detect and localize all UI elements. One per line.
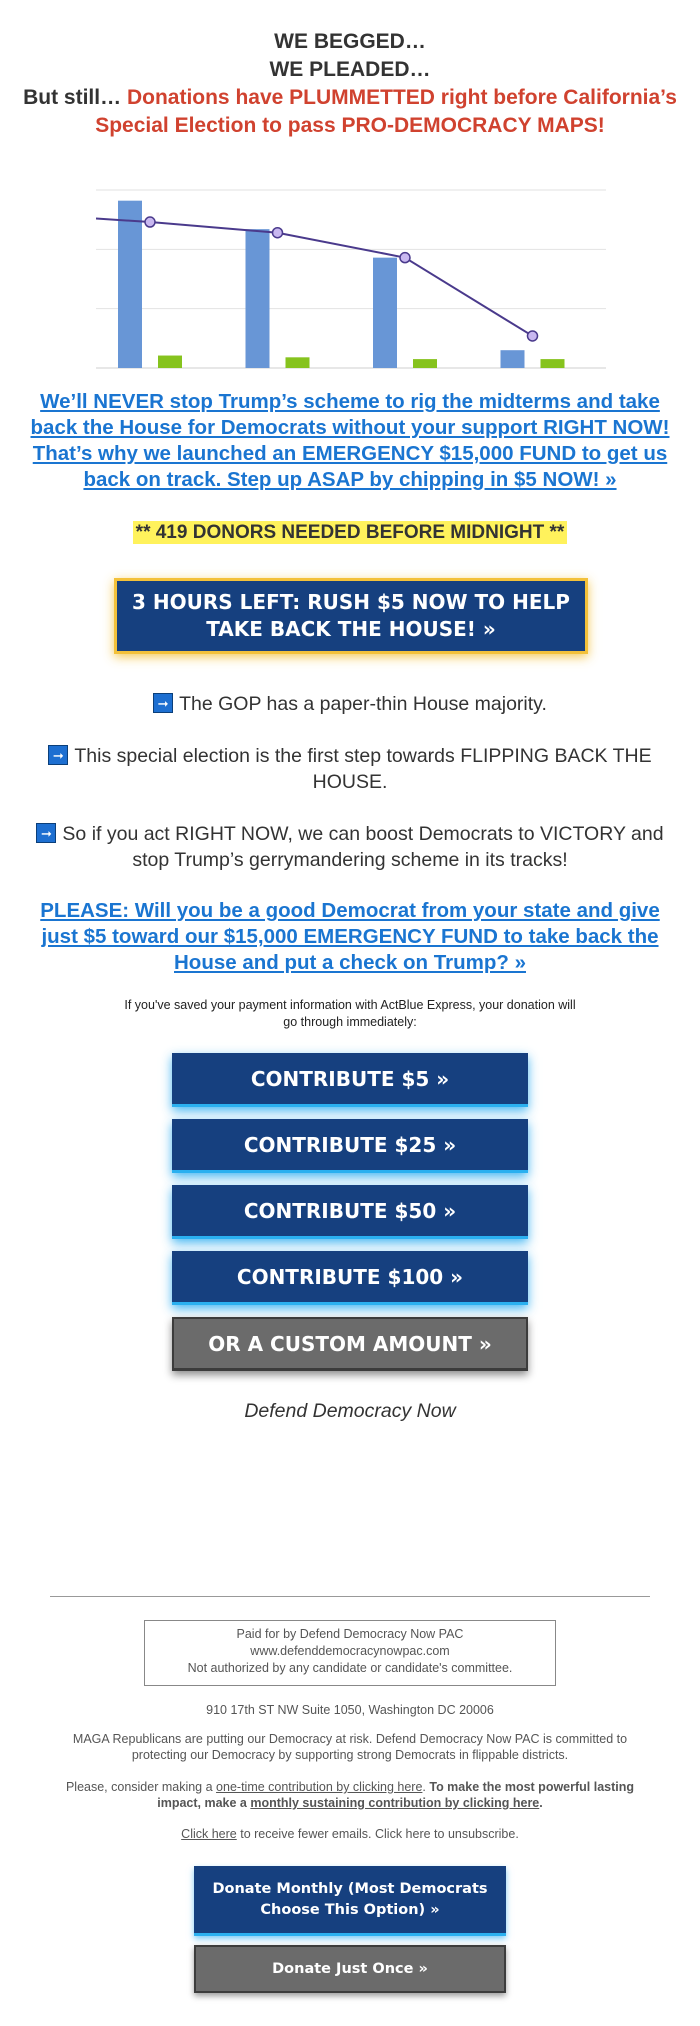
contribution-note-intro: Please, consider making a [65, 1780, 217, 1794]
donors-needed-banner [0, 522, 700, 544]
trend-point [273, 228, 283, 238]
lead-link[interactable]: We’ll NEVER stop Trump’s scheme to rig the midterms and take back the House for Democrats without your support RIGHT NOW! That’s why we launched an EMERGENCY $15,000 FUND to get us back on track. Step up ASAP by chipping in $5 NOW! » [30, 390, 670, 491]
bar-series-1 [118, 201, 142, 368]
donate-monthly-button[interactable]: Donate Monthly (Most Democrats Choose This Option) » [194, 1866, 506, 1936]
actblue-note: If you've saved your payment information with ActBlue Express, your donation will go through immediately: [124, 998, 576, 1029]
trend-line [96, 218, 533, 335]
right-arrow-icon: ➞ [36, 823, 56, 843]
contribution-note-bold: To make the most powerful lasting impact, make a [157, 1780, 635, 1810]
trend-point [145, 217, 155, 227]
mission-statement: MAGA Republicans are putting our Democracy at risk. Defend Democracy Now PAC is committed to protecting our Democracy by supporting strong Democrats in flippable districts. [72, 1732, 628, 1762]
bullet-text: The GOP has a paper-thin House majority. [179, 693, 547, 715]
bar-series-2 [286, 357, 310, 368]
bar-series-2 [158, 356, 182, 368]
paid-for-line: Paid for by Defend Democracy Now PAC [236, 1627, 464, 1641]
contribute-100-button[interactable]: CONTRIBUTE $100 » [172, 1251, 528, 1305]
unsubscribe-text: to receive fewer emails. Click here to unsubscribe. [236, 1827, 519, 1841]
bullet-text: This special election is the first step towards FLIPPING BACK THE HOUSE. [74, 745, 652, 793]
donations-chart [96, 182, 606, 372]
contribute-50-button[interactable]: CONTRIBUTE $50 » [172, 1185, 528, 1239]
bar-series-1 [501, 350, 525, 368]
bullet-act-now [20, 821, 680, 873]
please-give-link[interactable]: PLEASE: Will you be a good Democrat from your state and give just $5 toward our $15,000 EMERGENCY FUND to take back the House and put a check on Trump? » [40, 899, 660, 974]
bullet-special-election [20, 743, 680, 795]
bar-series-1 [246, 229, 270, 368]
website-line: www.defenddemocracynowpac.com [250, 1644, 450, 1658]
bullet-gop-majority [20, 691, 680, 717]
contribution-note-end: . [539, 1796, 543, 1810]
headline-line-1: WE BEGGED… [274, 30, 426, 53]
donate-once-button[interactable]: Donate Just Once » [194, 1945, 506, 1993]
rush-5-button[interactable]: 3 HOURS LEFT: RUSH $5 NOW TO HELP TAKE BACK THE HOUSE! » [114, 578, 588, 654]
headline-line-3-intro: But still… [23, 86, 127, 109]
headline [0, 28, 700, 140]
headline-line-2: WE PLEADED… [269, 58, 431, 81]
bullet-text: So if you act RIGHT NOW, we can boost Democrats to VICTORY and stop Trump’s gerrymandering scheme in its tracks! [62, 823, 664, 871]
contribution-note-sep: . [422, 1780, 430, 1794]
one-time-contribution-link[interactable]: one-time contribution by clicking here [216, 1780, 423, 1794]
signoff: Defend Democracy Now [244, 1400, 456, 1422]
trend-point [528, 331, 538, 341]
contribution-note [60, 1779, 640, 1811]
trend-point [400, 253, 410, 263]
unsubscribe-note [0, 1827, 700, 1841]
bar-series-1 [373, 258, 397, 368]
not-authorized-line: Not authorized by any candidate or candidate's committee. [187, 1661, 513, 1675]
right-arrow-icon: ➞ [153, 693, 173, 713]
contribute-25-button[interactable]: CONTRIBUTE $25 » [172, 1119, 528, 1173]
donors-needed-text: ** 419 DONORS NEEDED BEFORE MIDNIGHT ** [133, 521, 568, 544]
fewer-emails-link[interactable]: Click here [181, 1827, 237, 1841]
monthly-contribution-link[interactable]: monthly sustaining contribution by clicking here [250, 1796, 540, 1810]
footer-divider [50, 1596, 650, 1597]
mailing-address: 910 17th ST NW Suite 1050, Washington DC 20006 [206, 1703, 494, 1717]
right-arrow-icon: ➞ [48, 745, 68, 765]
bar-series-2 [541, 359, 565, 368]
contribute-5-button[interactable]: CONTRIBUTE $5 » [172, 1053, 528, 1107]
paid-for-box [144, 1620, 556, 1686]
headline-line-3-red: Donations have PLUMMETTED right before California’s Special Election to pass PRO-DEMOCRACY MAPS! [95, 86, 677, 137]
custom-amount-button[interactable]: OR A CUSTOM AMOUNT » [172, 1317, 528, 1371]
bar-series-2 [413, 359, 437, 368]
